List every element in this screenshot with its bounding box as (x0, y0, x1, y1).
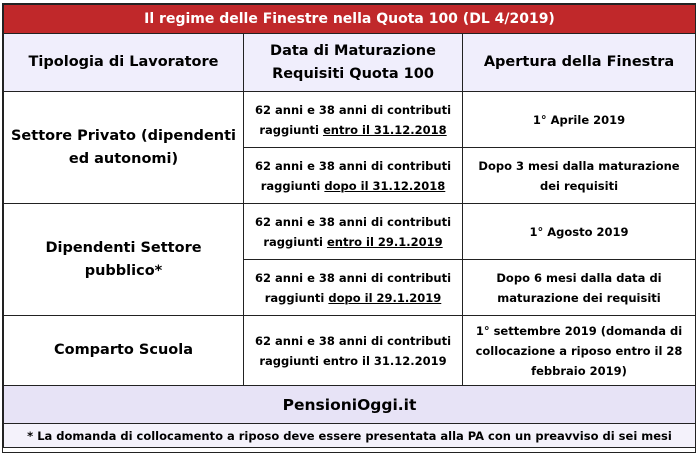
header-row (4, 34, 696, 92)
requirement-date: dopo il 31.12.2018 (324, 178, 446, 193)
category-public-sector: Dipendenti Settore pubblico* (4, 204, 244, 316)
requirement-line1: 62 anni e 38 anni di contributi (254, 333, 452, 348)
header-worker-type: Tipologia di Lavoratore (4, 34, 244, 92)
requirement-line1: 62 anni e 38 anni di contributi (254, 214, 452, 229)
window-cell: 1° settembre 2019 (domanda di collocazione a riposo entro il 28 febbraio 2019) (463, 316, 696, 386)
quota100-table (3, 4, 696, 448)
requirement-cell (244, 148, 463, 204)
brand-row (4, 386, 696, 424)
brand-label: PensioniOggi.it (4, 386, 696, 424)
window-cell: 1° Aprile 2019 (463, 92, 696, 148)
table-title: Il regime delle Finestre nella Quota 100 (DL 4/2019) (4, 5, 696, 34)
requirement-cell (244, 204, 463, 260)
footnote: * La domanda di collocamento a riposo deve essere presentata alla PA con un preavviso di sei mesi (4, 424, 696, 448)
requirement-cell (244, 260, 463, 316)
footnote-row (4, 424, 696, 448)
table-row (4, 204, 696, 260)
window-cell: 1° Agosto 2019 (463, 204, 696, 260)
requirement-line1: 62 anni e 38 anni di contributi (254, 102, 452, 117)
requirement-line1: 62 anni e 38 anni di contributi (254, 158, 452, 173)
requirement-date: dopo il 29.1.2019 (328, 290, 442, 305)
table-row (4, 316, 696, 386)
header-maturation-line1: Data di Maturazione (270, 42, 436, 59)
category-school-sector: Comparto Scuola (4, 316, 244, 386)
requirement-date: entro il 29.1.2019 (326, 234, 443, 249)
requirement-cell (244, 92, 463, 148)
header-maturation-line2: Requisiti Quota 100 (272, 65, 434, 82)
requirement-prefix: raggiunti (260, 178, 325, 193)
title-row (4, 5, 696, 34)
window-cell: Dopo 6 mesi dalla data di maturazione dei requisiti (463, 260, 696, 316)
header-maturation-date (244, 34, 463, 92)
header-window-opening: Apertura della Finestra (463, 34, 696, 92)
requirement-line2: raggiunti entro il 31.12.2019 (259, 353, 447, 368)
requirement-line1: 62 anni e 38 anni di contributi (254, 270, 452, 285)
table-row (4, 92, 696, 148)
requirement-prefix: raggiunti (259, 122, 323, 137)
requirement-prefix: raggiunti (263, 234, 327, 249)
quota100-table-frame (2, 3, 696, 453)
window-cell: Dopo 3 mesi dalla maturazione dei requisiti (463, 148, 696, 204)
requirement-date: entro il 31.12.2018 (322, 122, 447, 137)
requirement-cell (244, 316, 463, 386)
category-private-sector: Settore Privato (dipendenti ed autonomi) (4, 92, 244, 204)
requirement-prefix: raggiunti (264, 290, 329, 305)
